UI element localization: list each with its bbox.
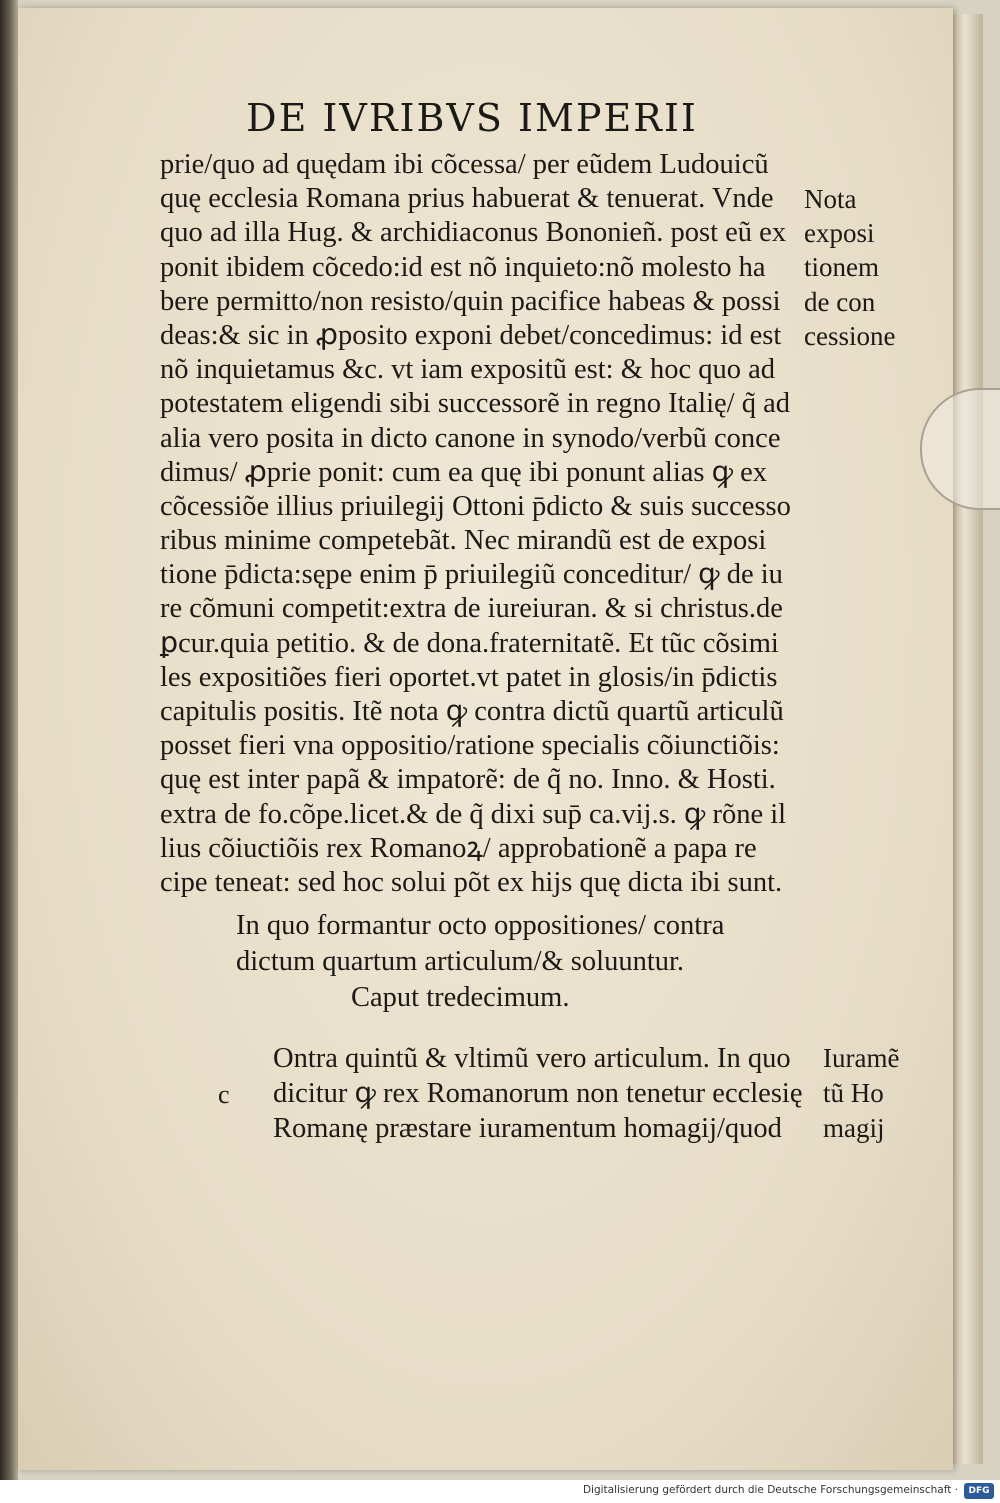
text-line: Romanę præstare iuramentum homagij/quod xyxy=(273,1113,782,1144)
margin-note-block-2 xyxy=(823,1041,933,1146)
guide-letter: c xyxy=(218,1080,230,1109)
text-line: cõcessiõe illius priuilegij Ottoni p̄dicto & suis successo xyxy=(160,490,791,522)
margin-note-block xyxy=(804,182,914,353)
text-line: nõ inquietamus &c. vt iam expositũ est: & hoc quo ad xyxy=(160,354,776,386)
margin-note: Nota xyxy=(804,184,857,214)
text-line: ribus minime competebãt. Nec mirandũ est de exposi xyxy=(160,525,767,557)
page-header: DE IVRIBVS IMPERII xyxy=(246,96,698,140)
chapter-heading xyxy=(236,908,796,1016)
margin-note: tũ Ho xyxy=(823,1078,884,1108)
text-line: Ontra quintũ & vltimũ vero articulum. In quo xyxy=(273,1043,791,1074)
main-text-block xyxy=(160,148,810,900)
page-stack-edge xyxy=(953,14,983,1464)
text-line: bere permitto/non resisto/quin pacifice habeas & possi xyxy=(160,285,781,317)
chapter-number: Caput tredecimum. xyxy=(351,982,570,1013)
margin-note: magij xyxy=(823,1113,885,1143)
book-gutter xyxy=(0,0,18,1480)
text-line: les expositiões fieri oportet.vt patet in glosis/in p̄dictis xyxy=(160,661,778,693)
margin-note: de con xyxy=(804,286,876,317)
text-line: ꝑcur.quia petitio. & de dona.fraternitatẽ. Et tũc cõsimi xyxy=(160,627,779,659)
text-line: potestatem eligendi sibi successorẽ in regno Italię/ q̃ ad xyxy=(160,388,790,420)
margin-note: cessione xyxy=(804,320,896,351)
chapter-text-block xyxy=(273,1041,833,1146)
text-line: posset fieri vna oppositio/ratione specialis cõiunctiõis: xyxy=(160,730,780,762)
text-line: deas:& sic in ꝓposito exponi debet/concedimus: id est xyxy=(160,319,782,351)
text-line: ponit ibidem cõcedo:id est nõ inquieto:nõ molesto ha xyxy=(160,251,766,283)
book-page xyxy=(18,8,953,1470)
text-line: tione p̄dicta:sępe enim p̄ priuilegiũ conceditur/ ꝙ de iu xyxy=(160,559,783,591)
text-line: capitulis positis. Itẽ nota ꝙ contra dictũ quartũ articulũ xyxy=(160,696,784,727)
text-line: quo ad illa Hug. & archidiaconus Bononieñ. post eũ ex xyxy=(160,217,787,249)
margin-note: exposi xyxy=(804,218,875,249)
text-line: cipe teneat: sed hoc solui põt ex hijs quę dicta ibi sunt. xyxy=(160,866,783,898)
funding-credit: Digitalisierung gefördert durch die Deutsche Forschungsgemeinschaft · xyxy=(582,1484,958,1496)
text-line: alia vero posita in dicto canone in synodo/verbũ conce xyxy=(160,422,781,454)
text-line: re cõmuni competit:extra de iureiuran. & si christus.de xyxy=(160,593,783,625)
text-line: quę ecclesia Romana prius habuerat & tenuerat. Vnde xyxy=(160,183,774,215)
margin-note: tionem xyxy=(804,252,879,283)
footer-bar xyxy=(0,1480,1000,1503)
chapter-heading-line: In quo formantur octo oppositiones/ contra xyxy=(236,910,725,941)
text-line: dimus/ ꝓprie ponit: cum ea quę ibi ponunt alias ꝙ ex xyxy=(160,456,768,488)
text-line: lius cõiuctiõis rex Romanoꝝ/ approbationẽ a papa re xyxy=(160,832,757,864)
text-line: dicitur ꝙ rex Romanorum non tenetur ecclesię xyxy=(273,1078,803,1109)
text-line: extra de fo.cõpe.licet.& de q̃ dixi sup̄ ca.vij.s. ꝙ rõne il xyxy=(160,798,787,830)
text-line: quę est inter papã & impatorẽ: de q̃ no. Inno. & Hosti. xyxy=(160,764,776,796)
dfg-logo: DFG xyxy=(964,1483,994,1499)
chapter-heading-line: dictum quartum articulum/& soluuntur. xyxy=(236,946,685,977)
text-line: prie/quo ad quędam ibi cõcessa/ per eũdem Ludouicũ xyxy=(160,149,769,180)
margin-note: Iuramẽ xyxy=(823,1043,900,1073)
